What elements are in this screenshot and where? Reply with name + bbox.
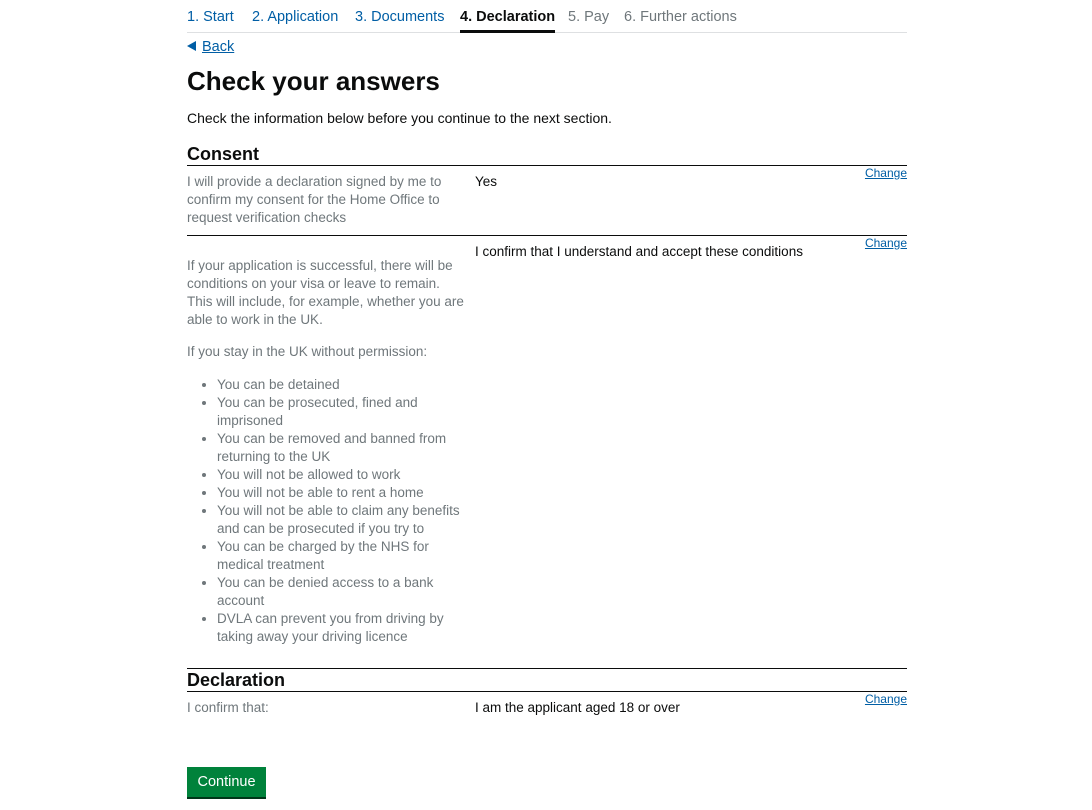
- back-link-label: Back: [202, 39, 235, 55]
- list-item: • You can be charged by the NHS for medical treatment: [217, 538, 467, 574]
- back-arrow-icon: [187, 41, 196, 51]
- consequences-list: [187, 376, 467, 646]
- step-documents[interactable]: 3. Documents: [355, 9, 445, 25]
- page-title: Check your answers: [187, 66, 440, 96]
- change-declaration-link[interactable]: Change: [864, 692, 907, 706]
- row-divider: [187, 235, 907, 236]
- conditions-paragraph: If your application is successful, there will be conditions on your visa or leave to remain. This will include, for example, whether you are able to work in the UK.: [187, 258, 464, 327]
- section-divider: [187, 165, 907, 166]
- conditions-question: [187, 257, 467, 646]
- list-item: • DVLA can prevent you from driving by taking away your driving licence: [217, 610, 467, 646]
- consent-heading: Consent: [187, 144, 259, 164]
- intro-text: Check the information below before you continue to the next section.: [187, 110, 612, 126]
- declaration-heading: Declaration: [187, 670, 286, 690]
- declaration-question: I confirm that:: [187, 700, 269, 715]
- step-pay: 5. Pay: [568, 9, 610, 25]
- list-item: • You can be denied access to a bank account: [217, 574, 467, 610]
- list-item: • You will not be able to rent a home: [217, 484, 467, 502]
- list-item: • You can be detained: [217, 376, 467, 394]
- overstay-intro: If you stay in the UK without permission:: [187, 344, 428, 359]
- conditions-answer: I confirm that I understand and accept these conditions: [475, 244, 803, 259]
- consent-declaration-question: I will provide a declaration signed by me to confirm my consent for the Home Office to request verification checks: [187, 174, 442, 225]
- consent-declaration-answer: Yes: [475, 174, 498, 189]
- change-consent-declaration-link[interactable]: Change: [864, 166, 907, 180]
- step-start[interactable]: 1. Start: [187, 9, 234, 25]
- list-item: • You will not be allowed to work: [217, 466, 467, 484]
- step-further-actions: 6. Further actions: [624, 9, 737, 25]
- step-declaration: 4. Declaration: [460, 9, 556, 25]
- change-conditions-link[interactable]: Change: [864, 236, 907, 250]
- step-application[interactable]: 2. Application: [252, 9, 339, 25]
- list-item: • You will not be able to claim any benefits and can be prosecuted if you try to: [217, 502, 467, 538]
- section-divider: [187, 691, 907, 692]
- step-navigation: [187, 0, 907, 33]
- back-link[interactable]: [187, 38, 234, 56]
- list-item: • You can be prosecuted, fined and imprisoned: [217, 394, 467, 430]
- continue-button[interactable]: Continue: [187, 767, 266, 797]
- declaration-answer: I am the applicant aged 18 or over: [475, 700, 680, 715]
- list-item: • You can be removed and banned from returning to the UK: [217, 430, 467, 466]
- section-divider: [187, 668, 907, 669]
